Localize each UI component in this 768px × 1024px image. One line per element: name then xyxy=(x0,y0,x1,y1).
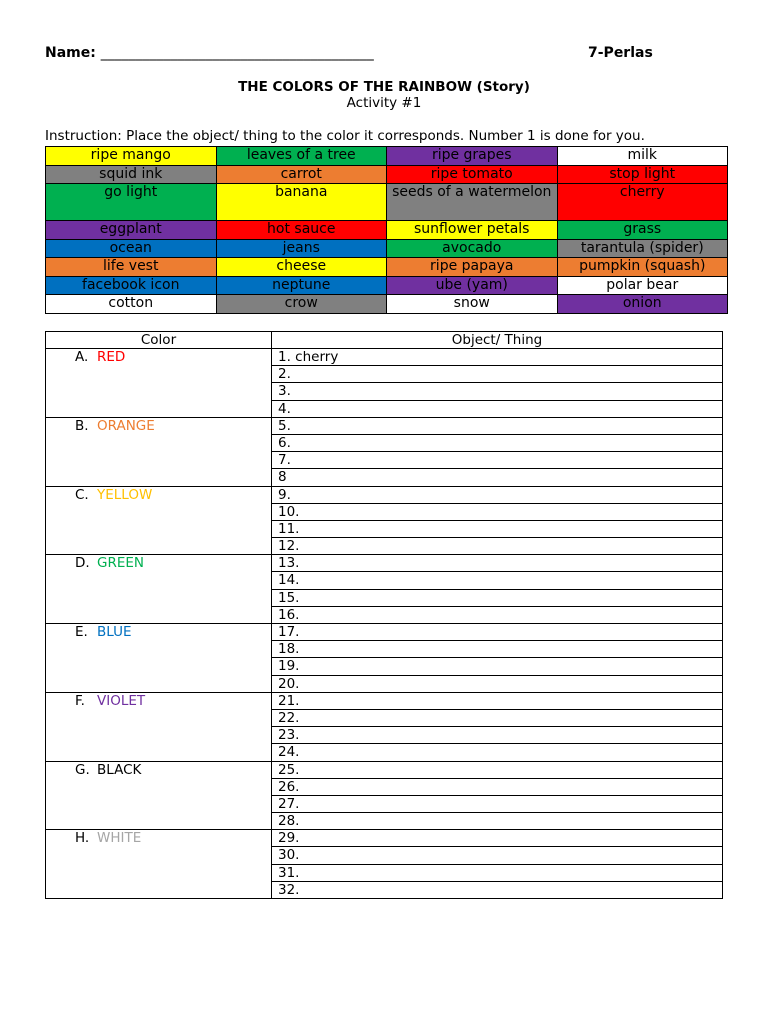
word-bank-cell: facebook icon xyxy=(46,276,217,295)
answer-line[interactable]: 20. xyxy=(272,675,723,692)
word-bank-cell: polar bear xyxy=(557,276,728,295)
answer-line[interactable]: 26. xyxy=(272,778,723,795)
answer-line[interactable]: 15. xyxy=(272,589,723,606)
word-bank-cell: ocean xyxy=(46,239,217,258)
word-bank-cell: ripe mango xyxy=(46,147,217,166)
answer-line[interactable]: 16. xyxy=(272,606,723,623)
word-bank-cell: squid ink xyxy=(46,165,217,184)
name-blank-line: _______________________________________ xyxy=(100,45,374,61)
word-bank-cell: pumpkin (squash) xyxy=(557,258,728,277)
word-bank-table xyxy=(45,146,728,314)
color-group-cell xyxy=(46,555,272,624)
word-bank-row xyxy=(46,295,728,314)
word-bank-cell: ripe tomato xyxy=(387,165,558,184)
color-group-cell xyxy=(46,349,272,418)
page-title: THE COLORS OF THE RAINBOW (Story) xyxy=(238,79,530,95)
color-name: RED xyxy=(97,349,126,365)
answer-line[interactable]: 22. xyxy=(272,709,723,726)
word-bank-cell: milk xyxy=(557,147,728,166)
answer-line[interactable]: 9. xyxy=(272,486,723,503)
word-bank-cell: cotton xyxy=(46,295,217,314)
answer-line[interactable]: 6. xyxy=(272,434,723,451)
color-group-cell xyxy=(46,761,272,830)
word-bank-row xyxy=(46,184,728,221)
color-letter: B. xyxy=(75,417,89,434)
color-group-cell xyxy=(46,830,272,899)
name-label: Name: xyxy=(45,45,96,61)
word-bank-cell: carrot xyxy=(216,165,387,184)
word-bank-cell: cheese xyxy=(216,258,387,277)
answer-line[interactable]: 17. xyxy=(272,624,723,641)
answer-row xyxy=(46,417,723,434)
color-name: GREEN xyxy=(97,555,144,572)
word-bank-cell: onion xyxy=(557,295,728,314)
color-letter: E. xyxy=(75,624,88,640)
answer-line[interactable]: 30. xyxy=(272,847,723,864)
word-bank-row xyxy=(46,165,728,184)
color-name: ORANGE xyxy=(97,417,155,434)
word-bank-cell: neptune xyxy=(216,276,387,295)
word-bank-cell: stop light xyxy=(557,165,728,184)
word-bank-cell: seeds of a watermelon xyxy=(387,184,558,221)
answer-line[interactable]: 27. xyxy=(272,795,723,812)
answer-line[interactable]: 8 xyxy=(272,469,723,486)
object-column-header: Object/ Thing xyxy=(272,332,723,349)
word-bank-cell: sunflower petals xyxy=(387,221,558,240)
color-letter: C. xyxy=(75,486,89,503)
word-bank-cell: crow xyxy=(216,295,387,314)
color-group-cell xyxy=(46,486,272,555)
color-letter: D. xyxy=(75,555,90,572)
color-name: WHITE xyxy=(97,830,142,847)
answer-row xyxy=(46,349,723,366)
word-bank-cell: cherry xyxy=(557,184,728,221)
answer-line[interactable]: 24. xyxy=(272,744,723,761)
answer-line[interactable]: 4. xyxy=(272,400,723,417)
word-bank-cell: leaves of a tree xyxy=(216,147,387,166)
answer-line[interactable]: 13. xyxy=(272,555,723,572)
answer-row xyxy=(46,624,723,641)
answer-line[interactable]: 12. xyxy=(272,538,723,555)
word-bank-row xyxy=(46,239,728,258)
color-name: VIOLET xyxy=(97,692,146,709)
answer-line[interactable]: 3. xyxy=(272,383,723,400)
word-bank-row xyxy=(46,221,728,240)
activity-subtitle: Activity #1 xyxy=(346,95,422,111)
color-column-header: Color xyxy=(46,332,272,349)
answer-line[interactable]: 10. xyxy=(272,503,723,520)
color-group-cell xyxy=(46,417,272,486)
answer-row xyxy=(46,830,723,847)
word-bank-cell: go light xyxy=(46,184,217,221)
answer-line[interactable]: 7. xyxy=(272,452,723,469)
name-field xyxy=(45,45,374,61)
answer-line[interactable]: 32. xyxy=(272,881,723,898)
color-group-cell xyxy=(46,692,272,761)
color-group-cell xyxy=(46,624,272,693)
word-bank-cell: ube (yam) xyxy=(387,276,558,295)
word-bank-cell: snow xyxy=(387,295,558,314)
answer-line[interactable]: 5. xyxy=(272,417,723,434)
word-bank-cell: life vest xyxy=(46,258,217,277)
answer-table xyxy=(45,331,723,899)
answer-line[interactable]: 19. xyxy=(272,658,723,675)
answer-line[interactable]: 25. xyxy=(272,761,723,778)
answer-line[interactable]: 23. xyxy=(272,727,723,744)
word-bank-cell: tarantula (spider) xyxy=(557,239,728,258)
word-bank-row xyxy=(46,147,728,166)
answer-line[interactable]: 31. xyxy=(272,864,723,881)
answer-row xyxy=(46,555,723,572)
word-bank-row xyxy=(46,276,728,295)
answer-line[interactable]: 18. xyxy=(272,641,723,658)
answer-row xyxy=(46,692,723,709)
word-bank-cell: jeans xyxy=(216,239,387,258)
color-letter: A. xyxy=(75,349,89,365)
color-letter: H. xyxy=(75,830,90,847)
instruction-text: Instruction: Place the object/ thing to the color it corresponds. Number 1 is done for you. xyxy=(45,128,645,144)
answer-line[interactable]: 21. xyxy=(272,692,723,709)
answer-row xyxy=(46,761,723,778)
word-bank-cell: banana xyxy=(216,184,387,221)
answer-line[interactable]: 11. xyxy=(272,520,723,537)
color-letter: F. xyxy=(75,692,85,709)
color-name: YELLOW xyxy=(97,486,153,503)
answer-line[interactable]: 1. cherry xyxy=(272,349,723,366)
section-label: 7-Perlas xyxy=(588,45,653,61)
color-name: BLACK xyxy=(97,761,142,778)
color-name: BLUE xyxy=(97,624,132,640)
answer-line[interactable]: 28. xyxy=(272,813,723,830)
word-bank-cell: grass xyxy=(557,221,728,240)
word-bank-cell: hot sauce xyxy=(216,221,387,240)
answer-line[interactable]: 2. xyxy=(272,366,723,383)
word-bank-cell: eggplant xyxy=(46,221,217,240)
color-letter: G. xyxy=(75,761,90,778)
answer-line[interactable]: 29. xyxy=(272,830,723,847)
word-bank-cell: ripe papaya xyxy=(387,258,558,277)
answer-row xyxy=(46,486,723,503)
word-bank-row xyxy=(46,258,728,277)
answer-line[interactable]: 14. xyxy=(272,572,723,589)
word-bank-cell: ripe grapes xyxy=(387,147,558,166)
word-bank-cell: avocado xyxy=(387,239,558,258)
